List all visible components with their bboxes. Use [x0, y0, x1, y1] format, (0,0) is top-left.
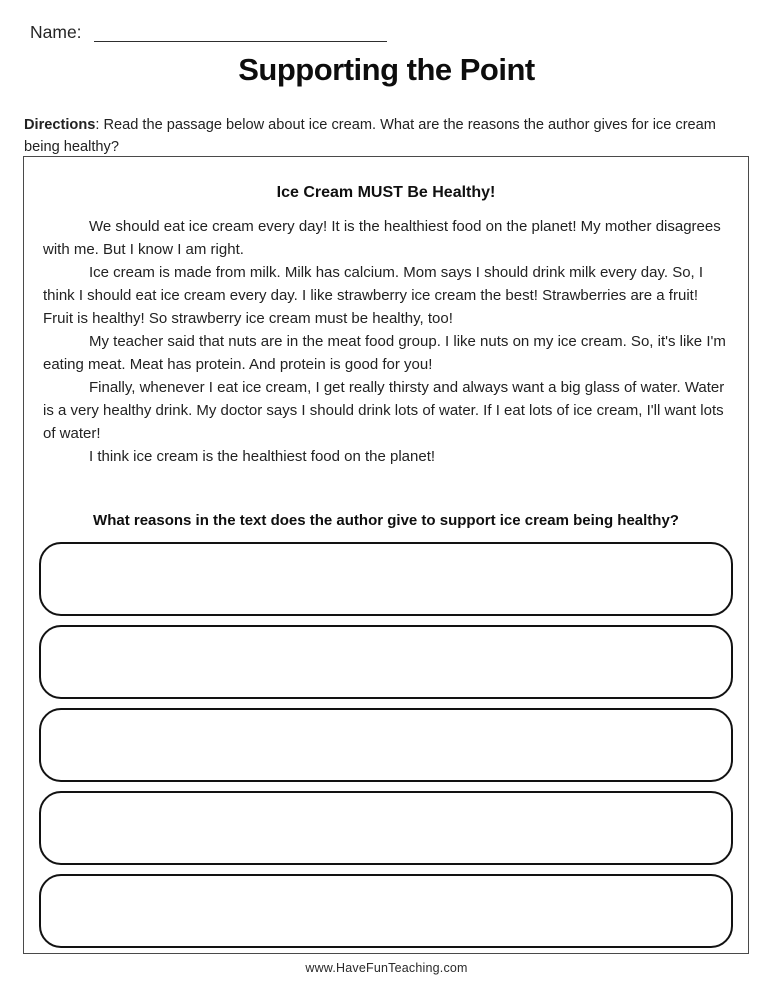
answer-boxes [39, 542, 733, 948]
passage-body [43, 215, 729, 468]
passage-paragraph: Finally, whenever I eat ice cream, I get really thirsty and always want a big glass of water. Water is a very healthy drink. My doctor says I should drink lots of water. If I eat lots of ice cream, I'll want lots of water! [43, 379, 725, 442]
directions [24, 114, 751, 158]
answer-box[interactable] [39, 542, 733, 616]
answer-box[interactable] [39, 791, 733, 865]
directions-text: : Read the passage below about ice cream. What are the reasons the author gives for ice cream being healthy? [24, 117, 716, 155]
passage-paragraph: We should eat ice cream every day! It is the healthiest food on the planet! My mother disagrees with me. But I know I am right. [43, 218, 721, 258]
passage-paragraph: My teacher said that nuts are in the meat food group. I like nuts on my ice cream. So, it's like I'm eating meat. Meat has protein. And protein is good for you! [43, 333, 726, 373]
passage-title: Ice Cream MUST Be Healthy! [276, 184, 496, 201]
footer-url: www.HaveFunTeaching.com [305, 961, 468, 975]
passage-paragraph: Ice cream is made from milk. Milk has calcium. Mom says I should drink milk every day. So, I think I should eat ice cream every day. I like strawberry ice cream the best! Strawberries are a fruit! Fruit is healthy! So strawberry ice cream must be healthy, too! [43, 264, 704, 327]
question-prompt: What reasons in the text does the author give to support ice cream being healthy? [93, 512, 679, 529]
passage-box [23, 156, 749, 954]
answer-box[interactable] [39, 874, 733, 948]
name-row [30, 22, 387, 42]
answer-box[interactable] [39, 625, 733, 699]
answer-box[interactable] [39, 708, 733, 782]
name-input-line[interactable] [94, 24, 387, 42]
page-title: Supporting the Point [238, 52, 535, 87]
passage-paragraph: I think ice cream is the healthiest food on the planet! [89, 448, 436, 465]
directions-label: Directions [24, 117, 96, 133]
name-label: Name: [30, 22, 82, 42]
